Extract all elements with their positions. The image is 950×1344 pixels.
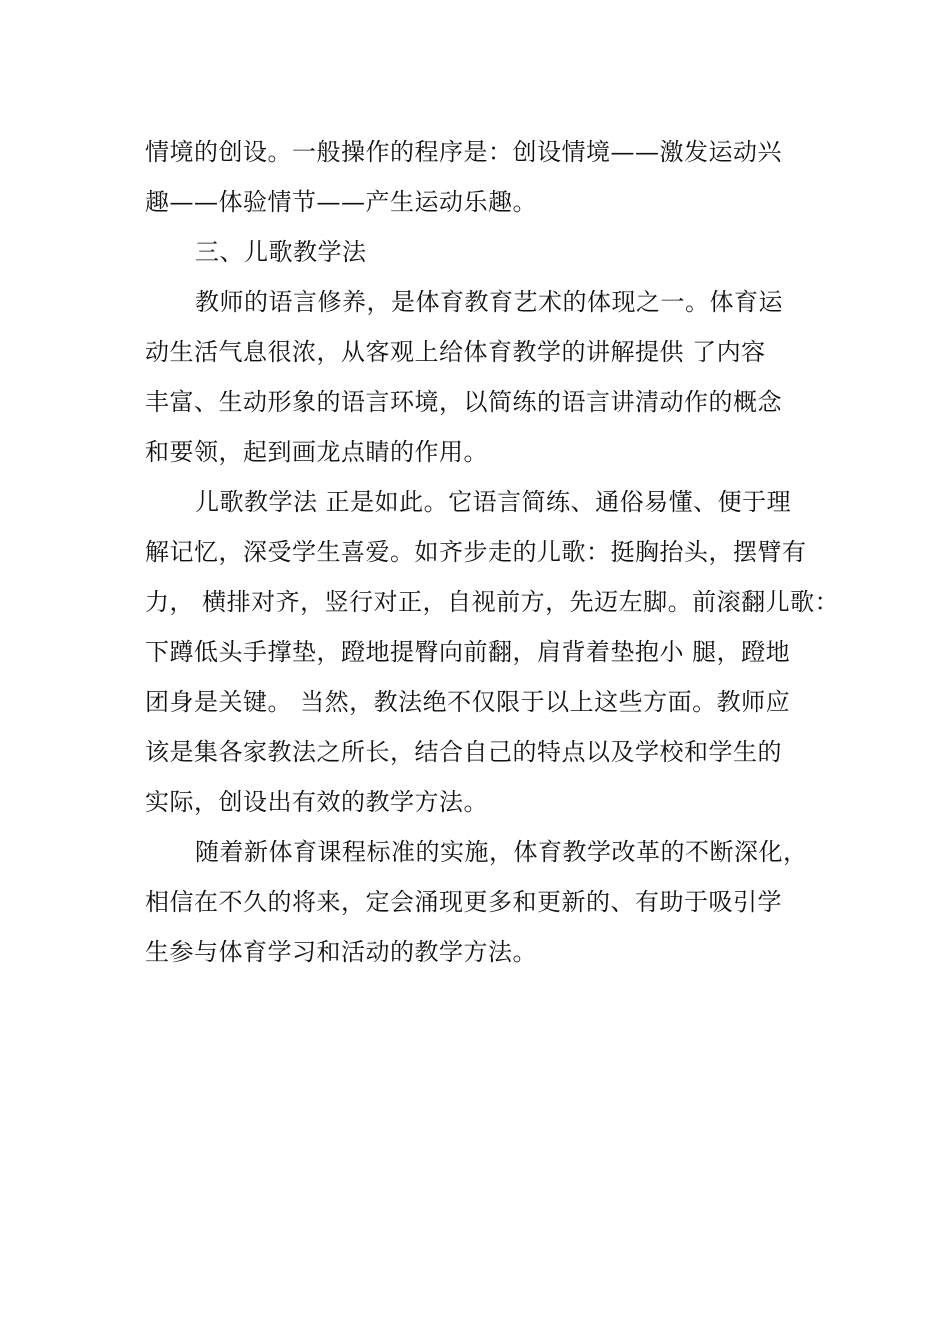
paragraph-line: 丰富、生动形象的语言环境，以简练的语言讲清动作的概念 [145,388,782,416]
paragraph-line: 教师的语言修养，是体育教育艺术的体现之一。体育运 [195,288,783,316]
paragraph-line: 儿歌教学法 正是如此。它语言简练、通俗易懂、便于理 [195,488,792,516]
paragraph-line: 团身是关键。 当然，教法绝不仅限于以上这些方面。教师应 [145,688,791,716]
paragraph-line: 趣——体验情节——产生运动乐趣。 [145,188,537,216]
paragraph-line: 和要领，起到画龙点睛的作用。 [145,438,488,466]
paragraph-line: 力， 横排对齐，竖行对正，自视前方，先迈左脚。前滚翻儿歌： [145,588,840,616]
paragraph-line: 下蹲低头手撑垫，蹬地提臀向前翻，肩背着垫抱小 腿，蹬地 [145,638,791,666]
paragraph-line: 生参与体育学习和活动的教学方法。 [145,938,537,966]
document-body [145,127,840,977]
paragraph-line: 动生活气息很浓，从客观上给体育教学的讲解提供 了内容 [145,338,766,366]
paragraph-line: 情境的创设。一般操作的程序是：创设情境——激发运动兴 [145,138,782,166]
paragraph-line: 解记忆，深受学生喜爱。如齐步走的儿歌：挺胸抬头，摆臂有 [145,538,807,566]
paragraph-line: 随着新体育课程标准的实施，体育教学改革的不断深化， [195,838,808,866]
section-heading: 三、儿歌教学法 [195,238,367,266]
paragraph-line: 该是集各家教法之所长，结合自己的特点以及学校和学生的 [145,738,782,766]
paragraph-line: 实际，创设出有效的教学方法。 [145,788,488,816]
paragraph-line: 相信在不久的将来，定会涌现更多和更新的、有助于吸引学 [145,888,782,916]
